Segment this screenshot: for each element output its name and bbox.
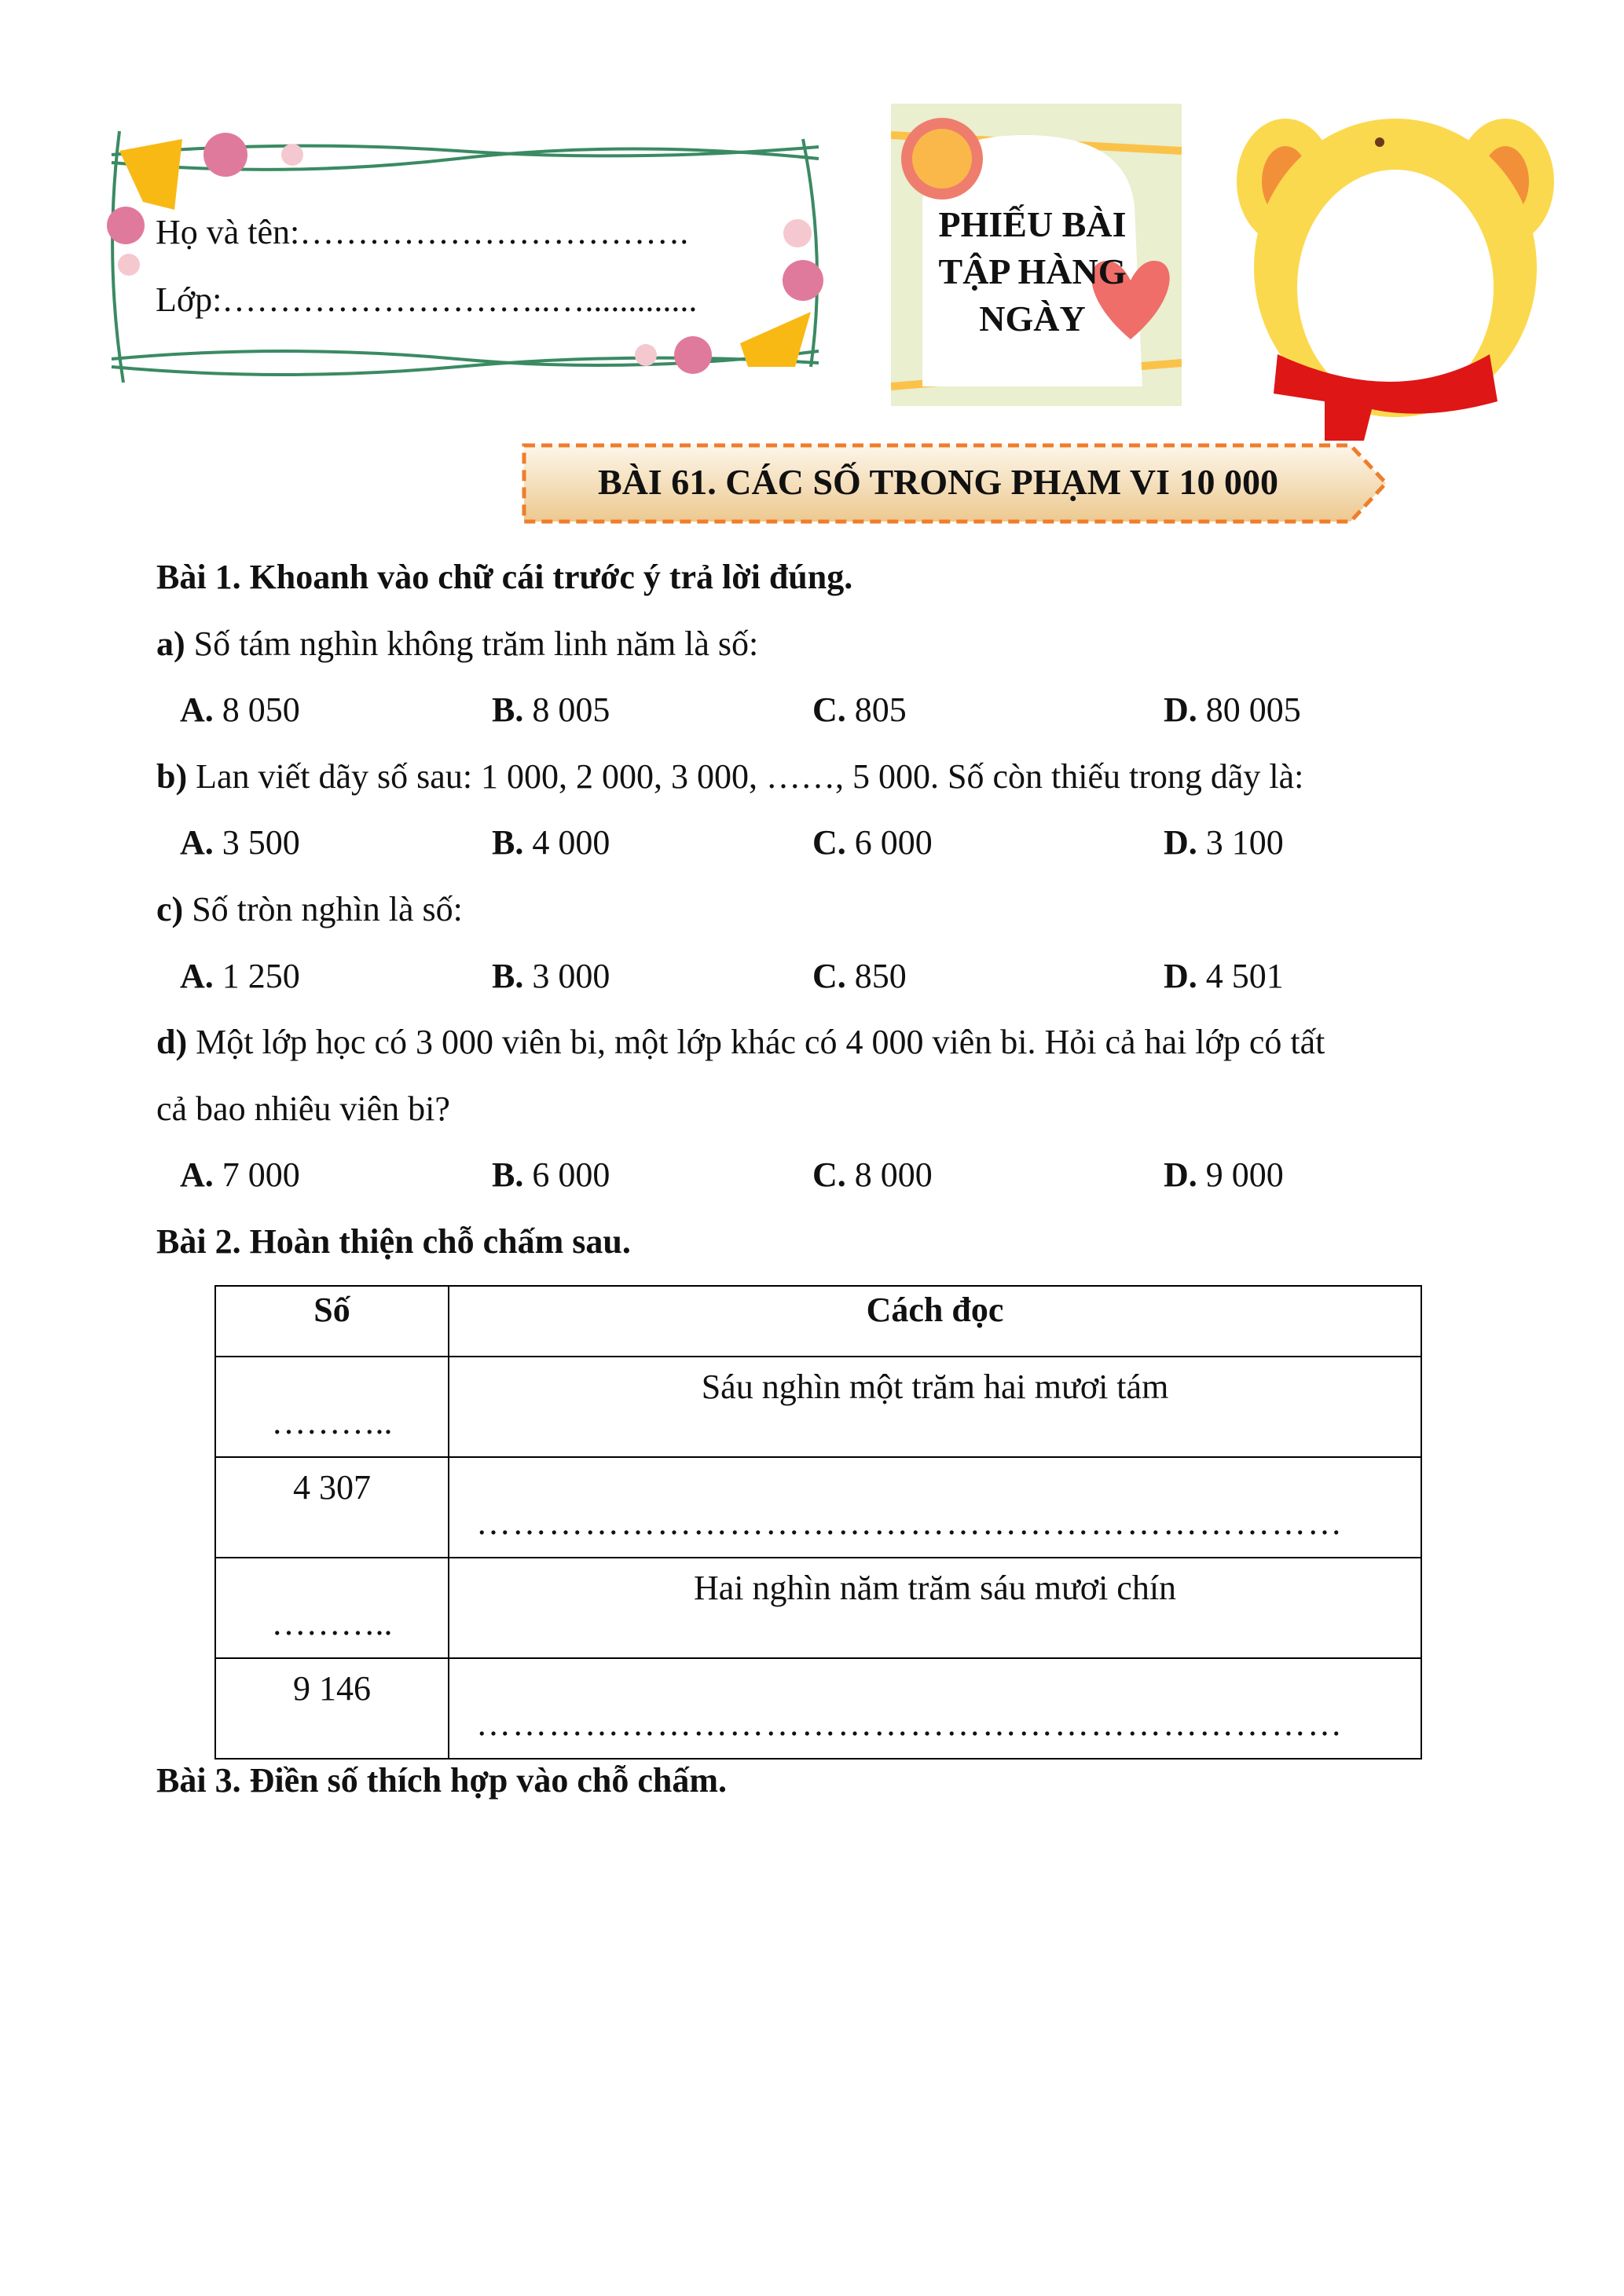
lesson-title-banner: [522, 443, 1388, 524]
reading-text: Hai nghìn năm trăm sáu mươi chín: [693, 1569, 1177, 1607]
number-blank[interactable]: ………..: [271, 1403, 393, 1441]
class-field[interactable]: Lớp:………………………..….............: [156, 280, 698, 319]
badge-line-1: PHIẾU BÀI: [938, 204, 1127, 244]
option-b-D[interactable]: D. 3 100: [1164, 823, 1284, 862]
column-header-number: Số: [215, 1286, 449, 1357]
option-c-B[interactable]: B. 3 000: [492, 957, 610, 995]
reading-blank[interactable]: ………………………………………………………………: [476, 1503, 1344, 1542]
number-text: 9 146: [293, 1669, 371, 1708]
option-a-C[interactable]: C. 805: [812, 690, 907, 729]
option-c-D[interactable]: D. 4 501: [1164, 957, 1284, 995]
column-header-reading: Cách đọc: [449, 1286, 1421, 1357]
table-row: [215, 1357, 1421, 1457]
table-row: [215, 1658, 1421, 1759]
reading-table: [214, 1285, 1422, 1760]
bai2-heading: Bài 2. Hoàn thiện chỗ chấm sau.: [156, 1222, 631, 1261]
option-a-D[interactable]: D. 80 005: [1164, 690, 1301, 729]
table-header-row: [215, 1286, 1421, 1357]
question-a: [156, 624, 758, 664]
option-b-C[interactable]: C. 6 000: [812, 823, 933, 862]
question-text: Số tám nghìn không trăm linh năm là số:: [185, 624, 759, 663]
question-label: a): [156, 624, 185, 663]
question-c: c) Số tròn nghìn là số:: [156, 890, 463, 928]
option-d-D[interactable]: D. 9 000: [1164, 1155, 1284, 1194]
option-c-C[interactable]: C. 850: [812, 957, 907, 995]
question-b: b) Lan viết dãy số sau: 1 000, 2 000, 3 000, ……, 5 000. Số còn thiếu trong dãy là:: [156, 757, 1304, 796]
question-d-continued: cả bao nhiêu viên bi?: [156, 1089, 450, 1128]
lesson-title: BÀI 61. CÁC SỐ TRONG PHẠM VI 10 000: [598, 462, 1278, 502]
reading-text: Sáu nghìn một trăm hai mươi tám: [701, 1368, 1169, 1406]
option-a-A[interactable]: A. 8 050: [180, 690, 300, 729]
option-d-B[interactable]: B. 6 000: [492, 1155, 610, 1194]
worksheet-badge: [891, 104, 1182, 406]
name-frame: [96, 115, 834, 387]
number-blank[interactable]: ………..: [271, 1604, 393, 1642]
bai3-heading: Bài 3. Điền số thích hợp vào chỗ chấm.: [156, 1761, 727, 1800]
reading-blank[interactable]: ………………………………………………………………: [476, 1705, 1344, 1743]
number-text: 4 307: [293, 1468, 371, 1507]
option-d-C[interactable]: C. 8 000: [812, 1155, 933, 1194]
option-c-A[interactable]: A. 1 250: [180, 957, 300, 995]
option-d-A[interactable]: A. 7 000: [180, 1155, 300, 1194]
name-field[interactable]: Họ và tên:…………………………….: [156, 213, 689, 251]
option-b-B[interactable]: B. 4 000: [492, 823, 610, 862]
question-d: d) Một lớp học có 3 000 viên bi, một lớp khác có 4 000 viên bi. Hỏi cả hai lớp có tất: [156, 1023, 1325, 1061]
option-a-B[interactable]: B. 8 005: [492, 690, 610, 729]
bai1-heading: Bài 1. Khoanh vào chữ cái trước ý trả lời đúng.: [156, 558, 853, 596]
option-b-A[interactable]: A. 3 500: [180, 823, 300, 862]
badge-line-2: TẬP HÀNG: [938, 251, 1127, 291]
table-row: [215, 1457, 1421, 1558]
tiger-frame-illustration: [1230, 111, 1560, 441]
badge-line-3: NGÀY: [979, 298, 1086, 339]
table-row: [215, 1558, 1421, 1658]
